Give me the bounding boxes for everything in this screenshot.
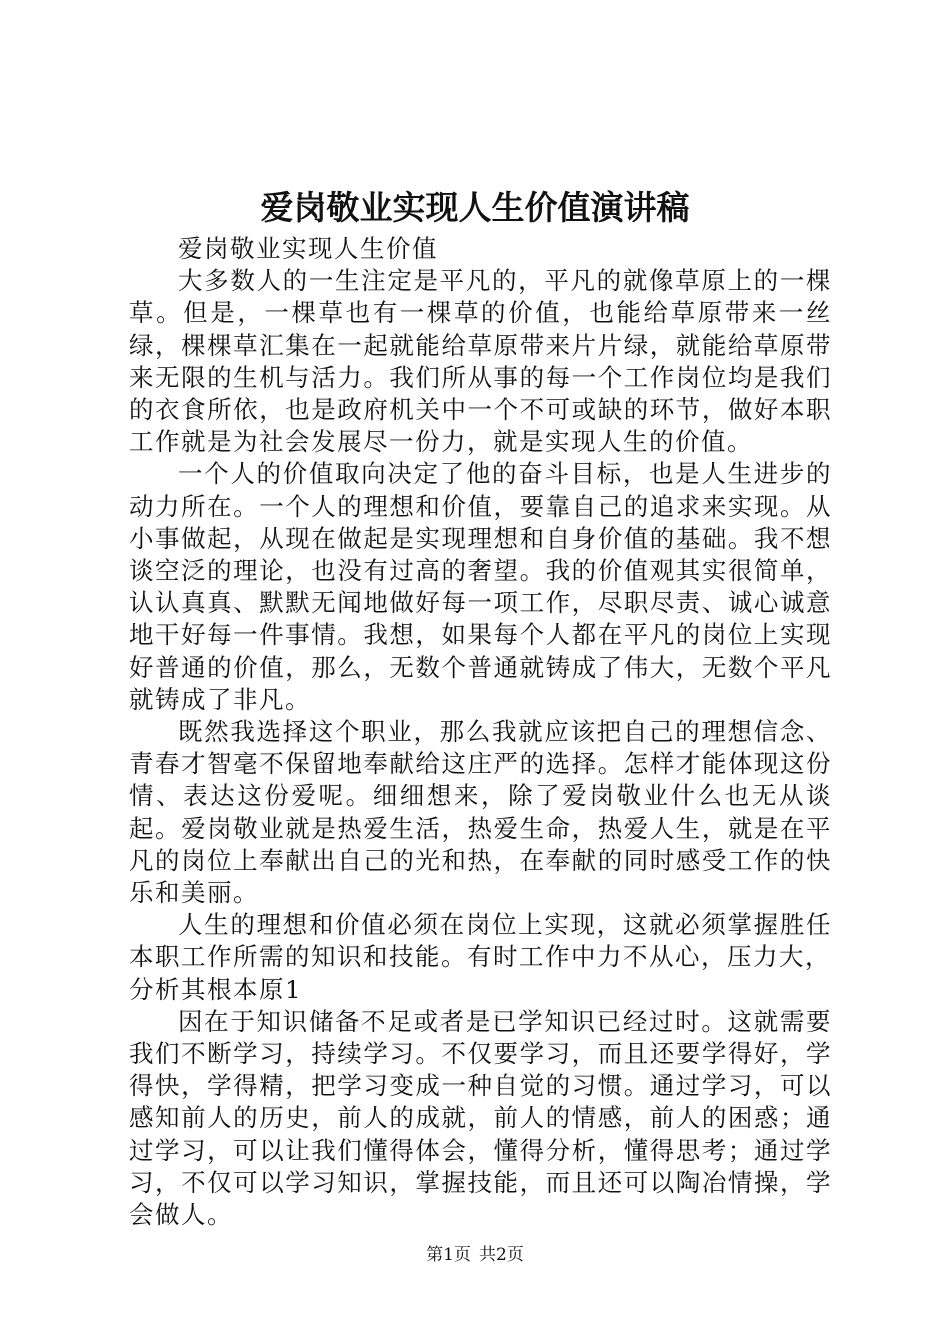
page-total: 共2页 — [479, 1245, 524, 1265]
document-title: 爱岗敬业实现人生价值演讲稿 — [260, 188, 690, 227]
document-body — [129, 233, 832, 1231]
page-footer — [0, 1240, 950, 1270]
paragraph-fragment: 分析其根本原1 — [129, 974, 303, 1004]
page-number: 第1页 — [426, 1245, 471, 1265]
paragraph: 一个人的价值取向决定了他的奋斗目标，也是人生进步的动力所在。一个人的理想和价值，要靠自己的追求来实现。从小事做起，从现在做起是实现理想和自身价值的基础。我不想谈空泛的理论，也没有过高的奢望。我的价值观其实很简单，认认真真、默默无闻地做好每一项工作，尽职尽责、诚心诚意地干好每一件事情。我想，如果每个人都在平凡的岗位上实现好普通的价值，那么，无数个普通就铸成了伟大，无数个平凡就铸成了非凡。 — [129, 459, 832, 714]
paragraph: 大多数人的一生注定是平凡的，平凡的就像草原上的一棵草。但是，一棵草也有一棵草的价值，也能给草原带来一丝绿，棵棵草汇集在一起就能给草原带来片片绿，就能给草原带来无限的生机与活力。我们所从事的每一个工作岗位均是我们的衣食所依，也是政府机关中一个不可或缺的环节，做好本职工作就是为社会发展尽一份力，就是实现人生的价值。 — [129, 266, 832, 457]
paragraph: 既然我选择这个职业，那么我就应该把自己的理想信念、青春才智毫不保留地奉献给这庄严的选择。怎样才能体现这份情、表达这份爱呢。细细想来，除了爱岗敬业什么也无从谈起。爱岗敬业就是热爱生活，热爱生命，热爱人生，就是在平凡的岗位上奉献出自己的光和热，在奉献的同时感受工作的快乐和美丽。 — [129, 717, 832, 908]
paragraph: 因在于知识储备不足或者是已学知识已经过时。这就需要我们不断学习，持续学习。不仅要学习，而且还要学得好，学得快，学得精，把学习变成一种自觉的习惯。通过学习，可以感知前人的历史，前人的成就，前人的情感，前人的困惑；通过学习，可以让我们懂得体会，懂得分析，懂得思考；通过学习，不仅可以学习知识，掌握技能，而且还可以陶冶情操，学会做人。 — [129, 1006, 832, 1230]
paragraph: 人生的理想和价值必须在岗位上实现，这就必须掌握胜任本职工作所需的知识和技能。有时工作中力不从心，压力大， — [129, 910, 832, 972]
paragraph-subtitle: 爱岗敬业实现人生价值 — [178, 234, 438, 263]
